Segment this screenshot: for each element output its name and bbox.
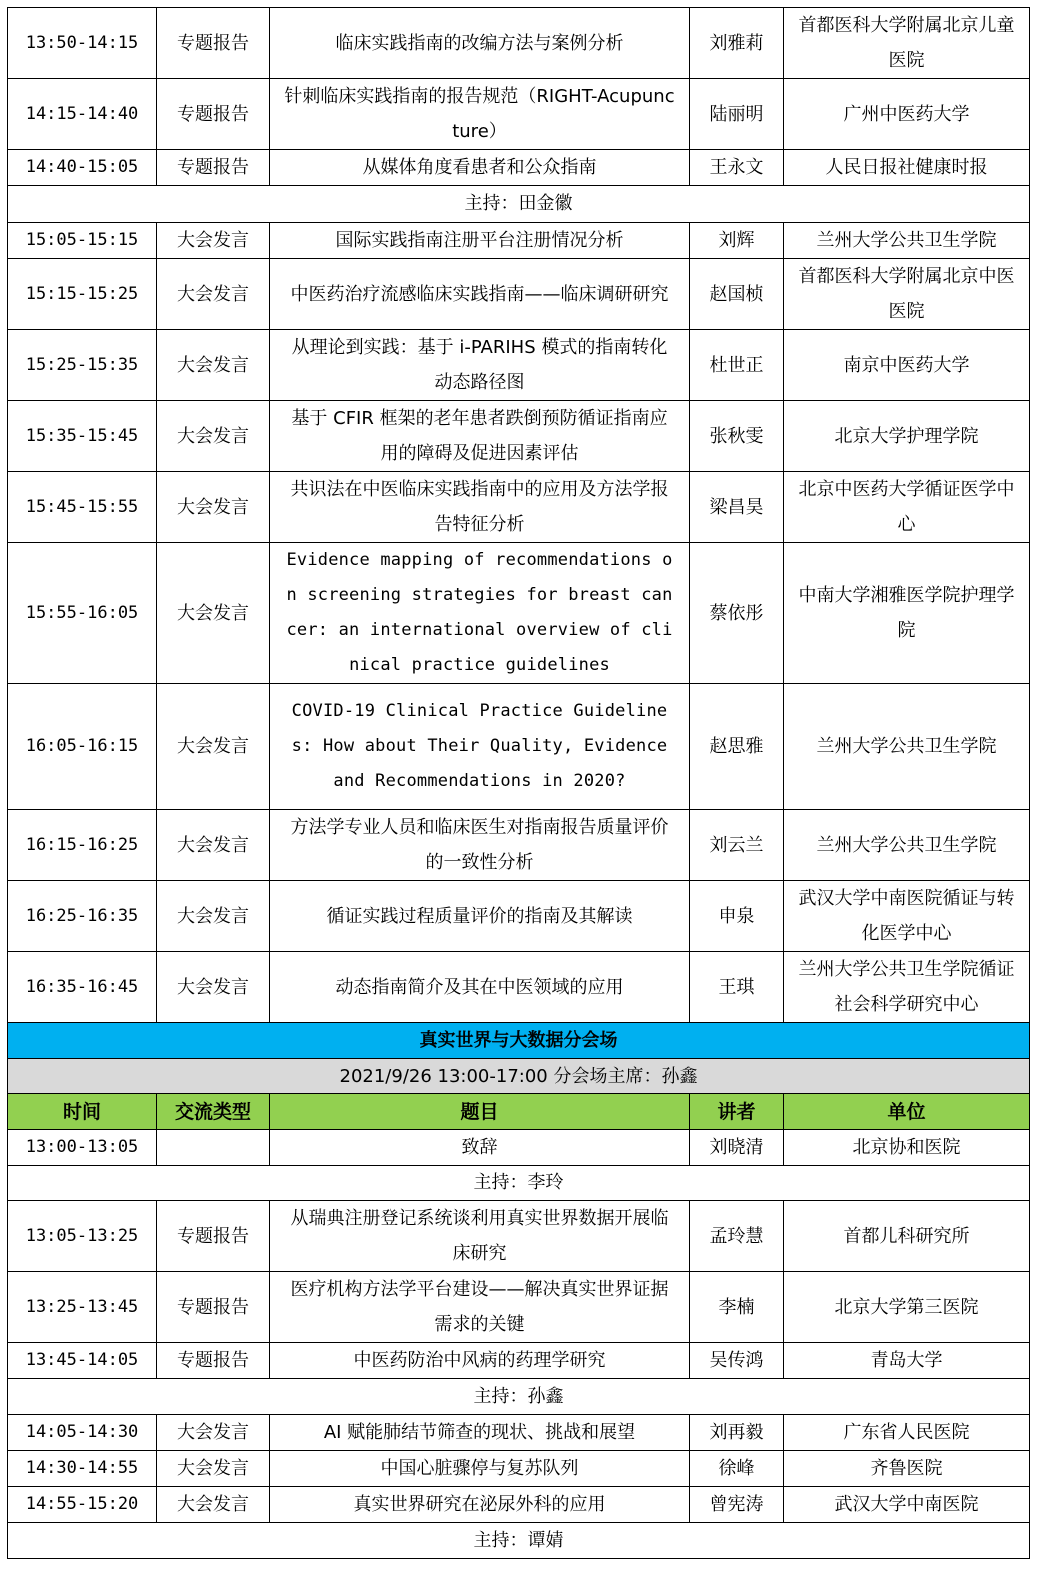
unit-cell: 人民日报社健康时报 <box>784 150 1030 186</box>
type-cell: 专题报告 <box>157 1343 270 1379</box>
table-row <box>8 684 1030 810</box>
section-banner <box>8 1023 1030 1059</box>
title-cell: 中国心脏骤停与复苏队列 <box>270 1451 690 1487</box>
time-cell: 13:45-14:05 <box>8 1343 157 1379</box>
time-cell: 13:05-13:25 <box>8 1201 157 1272</box>
time-cell: 14:05-14:30 <box>8 1415 157 1451</box>
unit-cell: 广东省人民医院 <box>784 1415 1030 1451</box>
time-cell: 15:05-15:15 <box>8 223 157 259</box>
title-cell: 动态指南简介及其在中医领域的应用 <box>270 952 690 1023</box>
title-cell: 中医药治疗流感临床实践指南——临床调研研究 <box>270 259 690 330</box>
host-row <box>8 1379 1030 1415</box>
unit-cell: 首都儿科研究所 <box>784 1201 1030 1272</box>
session-banner <box>8 1059 1030 1094</box>
title-cell: AI 赋能肺结节筛查的现状、挑战和展望 <box>270 1415 690 1451</box>
table-row <box>8 1343 1030 1379</box>
unit-cell: 武汉大学中南医院循证与转化医学中心 <box>784 881 1030 952</box>
time-cell: 15:25-15:35 <box>8 330 157 401</box>
time-cell: 15:55-16:05 <box>8 543 157 684</box>
title-cell: 共识法在中医临床实践指南中的应用及方法学报告特征分析 <box>270 472 690 543</box>
time-cell: 16:05-16:15 <box>8 684 157 810</box>
unit-cell: 南京中医药大学 <box>784 330 1030 401</box>
speaker-cell: 李楠 <box>690 1272 784 1343</box>
unit-cell: 广州中医药大学 <box>784 79 1030 150</box>
type-cell: 大会发言 <box>157 810 270 881</box>
time-cell: 15:35-15:45 <box>8 401 157 472</box>
time-cell: 14:40-15:05 <box>8 150 157 186</box>
title-cell: 中医药防治中风病的药理学研究 <box>270 1343 690 1379</box>
speaker-cell: 张秋雯 <box>690 401 784 472</box>
host-label: 主持：谭婧 <box>8 1523 1030 1559</box>
table-row <box>8 1130 1030 1166</box>
table-row <box>8 79 1030 150</box>
section-title: 真实世界与大数据分会场 <box>8 1023 1030 1059</box>
unit-cell: 青岛大学 <box>784 1343 1030 1379</box>
table-row <box>8 952 1030 1023</box>
table-row <box>8 150 1030 186</box>
table-row <box>8 472 1030 543</box>
table-row <box>8 810 1030 881</box>
host-row <box>8 186 1030 223</box>
speaker-cell: 刘再毅 <box>690 1415 784 1451</box>
host-row <box>8 1523 1030 1559</box>
table-row <box>8 881 1030 952</box>
type-cell: 专题报告 <box>157 150 270 186</box>
time-cell: 16:35-16:45 <box>8 952 157 1023</box>
speaker-cell: 赵思雅 <box>690 684 784 810</box>
title-cell: 致辞 <box>270 1130 690 1166</box>
type-cell: 大会发言 <box>157 330 270 401</box>
unit-cell: 兰州大学公共卫生学院 <box>784 810 1030 881</box>
type-cell: 大会发言 <box>157 401 270 472</box>
table-row <box>8 1272 1030 1343</box>
time-cell: 13:25-13:45 <box>8 1272 157 1343</box>
time-cell: 13:00-13:05 <box>8 1130 157 1166</box>
unit-cell: 北京大学第三医院 <box>784 1272 1030 1343</box>
host-label: 主持：李玲 <box>8 1166 1030 1201</box>
unit-cell: 武汉大学中南医院 <box>784 1487 1030 1523</box>
type-cell: 大会发言 <box>157 1487 270 1523</box>
type-cell: 大会发言 <box>157 543 270 684</box>
title-cell: 国际实践指南注册平台注册情况分析 <box>270 223 690 259</box>
title-cell: 方法学专业人员和临床医生对指南报告质量评价的一致性分析 <box>270 810 690 881</box>
table-row <box>8 8 1030 79</box>
unit-cell: 北京大学护理学院 <box>784 401 1030 472</box>
type-cell: 大会发言 <box>157 1451 270 1487</box>
unit-cell: 首都医科大学附属北京中医医院 <box>784 259 1030 330</box>
speaker-cell: 刘雅莉 <box>690 8 784 79</box>
header-title: 题目 <box>270 1094 690 1130</box>
speaker-cell: 王永文 <box>690 150 784 186</box>
type-cell: 大会发言 <box>157 1415 270 1451</box>
type-cell: 大会发言 <box>157 472 270 543</box>
time-cell: 13:50-14:15 <box>8 8 157 79</box>
speaker-cell: 杜世正 <box>690 330 784 401</box>
type-cell: 大会发言 <box>157 223 270 259</box>
unit-cell: 兰州大学公共卫生学院循证社会科学研究中心 <box>784 952 1030 1023</box>
type-cell: 专题报告 <box>157 1201 270 1272</box>
speaker-cell: 蔡依彤 <box>690 543 784 684</box>
unit-cell: 北京中医药大学循证医学中心 <box>784 472 1030 543</box>
unit-cell: 齐鲁医院 <box>784 1451 1030 1487</box>
header-speaker: 讲者 <box>690 1094 784 1130</box>
title-cell: 从媒体角度看患者和公众指南 <box>270 150 690 186</box>
unit-cell: 兰州大学公共卫生学院 <box>784 684 1030 810</box>
table-row <box>8 401 1030 472</box>
speaker-cell: 刘辉 <box>690 223 784 259</box>
table-row <box>8 1451 1030 1487</box>
host-label: 主持：田金徽 <box>8 186 1030 223</box>
time-cell: 15:45-15:55 <box>8 472 157 543</box>
title-cell: 真实世界研究在泌尿外科的应用 <box>270 1487 690 1523</box>
host-label: 主持：孙鑫 <box>8 1379 1030 1415</box>
table-row <box>8 1487 1030 1523</box>
title-cell: 从理论到实践：基于 i-PARIHS 模式的指南转化动态路径图 <box>270 330 690 401</box>
speaker-cell: 王琪 <box>690 952 784 1023</box>
table-row <box>8 1201 1030 1272</box>
time-cell: 15:15-15:25 <box>8 259 157 330</box>
speaker-cell: 徐峰 <box>690 1451 784 1487</box>
title-cell: 医疗机构方法学平台建设——解决真实世界证据需求的关键 <box>270 1272 690 1343</box>
unit-cell: 兰州大学公共卫生学院 <box>784 223 1030 259</box>
title-cell: 循证实践过程质量评价的指南及其解读 <box>270 881 690 952</box>
type-cell: 专题报告 <box>157 1272 270 1343</box>
time-cell: 14:55-15:20 <box>8 1487 157 1523</box>
table-header <box>8 1094 1030 1130</box>
time-cell: 14:15-14:40 <box>8 79 157 150</box>
type-cell: 大会发言 <box>157 952 270 1023</box>
speaker-cell: 孟玲慧 <box>690 1201 784 1272</box>
type-cell: 大会发言 <box>157 684 270 810</box>
table-row <box>8 259 1030 330</box>
title-cell: COVID-19 Clinical Practice Guidelines: How about Their Quality, Evidence and Recommendations in 2020? <box>270 684 690 810</box>
host-row <box>8 1166 1030 1201</box>
title-cell: Evidence mapping of recommendations on screening strategies for breast cancer: an international overview of clinical practice guidelines <box>270 543 690 684</box>
type-cell <box>157 1130 270 1166</box>
speaker-cell: 梁昌昊 <box>690 472 784 543</box>
speaker-cell: 刘晓清 <box>690 1130 784 1166</box>
type-cell: 专题报告 <box>157 79 270 150</box>
type-cell: 专题报告 <box>157 8 270 79</box>
time-cell: 16:15-16:25 <box>8 810 157 881</box>
header-unit: 单位 <box>784 1094 1030 1130</box>
session-info: 2021/9/26 13:00-17:00 分会场主席：孙鑫 <box>8 1059 1030 1094</box>
table-row <box>8 543 1030 684</box>
speaker-cell: 吴传鸿 <box>690 1343 784 1379</box>
title-cell: 针刺临床实践指南的报告规范（RIGHT-Acupuncture） <box>270 79 690 150</box>
speaker-cell: 赵国桢 <box>690 259 784 330</box>
speaker-cell: 陆丽明 <box>690 79 784 150</box>
schedule-table <box>7 7 1030 1559</box>
table-row <box>8 330 1030 401</box>
unit-cell: 北京协和医院 <box>784 1130 1030 1166</box>
time-cell: 14:30-14:55 <box>8 1451 157 1487</box>
title-cell: 从瑞典注册登记系统谈利用真实世界数据开展临床研究 <box>270 1201 690 1272</box>
type-cell: 大会发言 <box>157 259 270 330</box>
table-row <box>8 223 1030 259</box>
header-time: 时间 <box>8 1094 157 1130</box>
type-cell: 大会发言 <box>157 881 270 952</box>
speaker-cell: 曾宪涛 <box>690 1487 784 1523</box>
speaker-cell: 刘云兰 <box>690 810 784 881</box>
unit-cell: 中南大学湘雅医学院护理学院 <box>784 543 1030 684</box>
speaker-cell: 申泉 <box>690 881 784 952</box>
time-cell: 16:25-16:35 <box>8 881 157 952</box>
title-cell: 临床实践指南的改编方法与案例分析 <box>270 8 690 79</box>
header-type: 交流类型 <box>157 1094 270 1130</box>
unit-cell: 首都医科大学附属北京儿童医院 <box>784 8 1030 79</box>
table-row <box>8 1415 1030 1451</box>
title-cell: 基于 CFIR 框架的老年患者跌倒预防循证指南应用的障碍及促进因素评估 <box>270 401 690 472</box>
